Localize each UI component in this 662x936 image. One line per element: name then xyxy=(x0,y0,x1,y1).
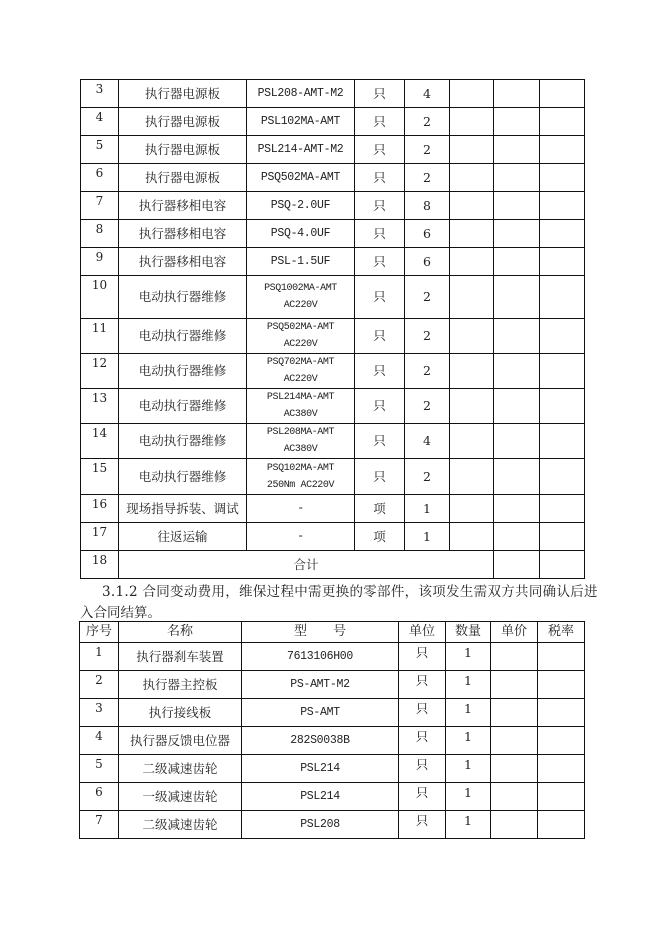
part-quantity: 1 xyxy=(446,671,491,699)
table-row xyxy=(81,495,585,523)
unit-price-cell xyxy=(450,354,494,389)
item-quantity: 1 xyxy=(405,495,450,523)
item-unit: 只 xyxy=(355,424,405,459)
item-model xyxy=(247,319,355,354)
row-number: 9 xyxy=(81,248,119,276)
item-model xyxy=(247,220,355,248)
amount-cell xyxy=(540,319,585,354)
column-header: 数量 xyxy=(446,622,491,643)
part-unit: 只 xyxy=(399,727,446,755)
tax-rate-cell xyxy=(494,108,540,136)
item-quantity: 4 xyxy=(405,80,450,108)
table-row xyxy=(80,643,585,671)
unit-price-cell xyxy=(450,164,494,192)
part-model: PSL208 xyxy=(242,811,399,839)
tax-rate-cell xyxy=(494,424,540,459)
part-quantity: 1 xyxy=(446,699,491,727)
tax-rate-cell xyxy=(494,136,540,164)
unit-price-cell xyxy=(491,727,538,755)
item-unit: 项 xyxy=(355,495,405,523)
row-number: 10 xyxy=(81,276,119,319)
part-unit: 只 xyxy=(399,755,446,783)
item-name: 电动执行器维修 xyxy=(119,319,247,354)
row-number: 16 xyxy=(81,495,119,523)
model-line: PSL208MA-AMT xyxy=(266,427,335,438)
model-line: PSQ-4.0UF xyxy=(270,226,331,240)
amount-cell xyxy=(540,220,585,248)
table-row xyxy=(81,459,585,495)
row-number: 4 xyxy=(81,108,119,136)
table-row xyxy=(80,811,585,839)
model-line: PSQ702MA-AMT xyxy=(266,357,335,368)
item-name: 执行器移相电容 xyxy=(119,220,247,248)
unit-price-cell xyxy=(450,192,494,220)
item-name: 现场指导拆装、调试 xyxy=(119,495,247,523)
tax-rate-cell xyxy=(494,164,540,192)
unit-price-cell xyxy=(450,523,494,551)
contract-change-paragraph-cont: 入合同结算。 xyxy=(80,605,161,621)
model-line: PSL214-AMT-M2 xyxy=(257,142,344,156)
item-name: 执行器移相电容 xyxy=(119,192,247,220)
part-quantity: 1 xyxy=(446,643,491,671)
row-number: 8 xyxy=(81,220,119,248)
item-name: 电动执行器维修 xyxy=(119,354,247,389)
item-unit: 只 xyxy=(355,459,405,495)
item-quantity: 2 xyxy=(405,164,450,192)
item-unit: 只 xyxy=(355,108,405,136)
part-quantity: 1 xyxy=(446,755,491,783)
header-row xyxy=(80,622,585,643)
contract-change-paragraph: 3.1.2 合同变动费用，维保过程中需更换的零部件，该项发生需双方共同确认后进 xyxy=(102,584,598,600)
item-unit: 只 xyxy=(355,389,405,424)
unit-price-cell xyxy=(491,643,538,671)
column-header: 序号 xyxy=(80,622,119,643)
part-unit: 只 xyxy=(399,671,446,699)
part-model: PSL214 xyxy=(242,755,399,783)
total-tax-cell xyxy=(494,551,540,579)
item-name: 执行器电源板 xyxy=(119,164,247,192)
amount-cell xyxy=(540,136,585,164)
table-row xyxy=(81,523,585,551)
tax-rate-cell xyxy=(494,220,540,248)
part-quantity: 1 xyxy=(446,811,491,839)
model-line: AC220V xyxy=(283,374,318,385)
row-number: 7 xyxy=(80,811,119,839)
amount-cell xyxy=(540,192,585,220)
item-model xyxy=(247,248,355,276)
model-line: PSL102MA-AMT xyxy=(260,114,341,128)
item-model xyxy=(247,495,355,523)
item-name: 执行器移相电容 xyxy=(119,248,247,276)
amount-cell xyxy=(540,108,585,136)
part-name: 执行器反馈电位器 xyxy=(119,727,242,755)
model-line: - xyxy=(297,529,304,543)
amount-cell xyxy=(540,495,585,523)
unit-price-cell xyxy=(450,424,494,459)
item-model xyxy=(247,136,355,164)
item-unit: 只 xyxy=(355,136,405,164)
unit-price-cell xyxy=(450,459,494,495)
tax-rate-cell xyxy=(538,755,585,783)
tax-rate-cell xyxy=(494,276,540,319)
tax-rate-cell xyxy=(494,523,540,551)
unit-price-cell xyxy=(491,783,538,811)
item-name: 电动执行器维修 xyxy=(119,424,247,459)
table-row xyxy=(81,424,585,459)
unit-price-cell xyxy=(450,276,494,319)
table-row xyxy=(81,136,585,164)
part-model: PS-AMT xyxy=(242,699,399,727)
amount-cell xyxy=(540,389,585,424)
item-model xyxy=(247,192,355,220)
tax-rate-cell xyxy=(538,727,585,755)
tax-rate-cell xyxy=(538,699,585,727)
item-quantity: 1 xyxy=(405,523,450,551)
item-quantity: 2 xyxy=(405,354,450,389)
item-name: 执行器电源板 xyxy=(119,80,247,108)
row-number: 5 xyxy=(80,755,119,783)
column-header: 单价 xyxy=(491,622,538,643)
row-number: 15 xyxy=(81,459,119,495)
amount-cell xyxy=(540,523,585,551)
tax-rate-cell xyxy=(494,192,540,220)
amount-cell xyxy=(540,164,585,192)
table-row xyxy=(80,699,585,727)
tax-rate-cell xyxy=(494,459,540,495)
part-unit: 只 xyxy=(399,699,446,727)
row-number: 6 xyxy=(80,783,119,811)
amount-cell xyxy=(540,459,585,495)
total-row xyxy=(81,551,585,579)
table-row xyxy=(81,354,585,389)
item-quantity: 6 xyxy=(405,220,450,248)
unit-price-cell xyxy=(450,248,494,276)
column-header: 型 号 xyxy=(242,622,399,643)
item-name: 执行器电源板 xyxy=(119,108,247,136)
model-line: PSQ-2.0UF xyxy=(270,198,331,212)
row-number: 2 xyxy=(80,671,119,699)
table-row xyxy=(80,783,585,811)
amount-cell xyxy=(540,248,585,276)
item-name: 往返运输 xyxy=(119,523,247,551)
model-line: PSL-1.5UF xyxy=(270,254,331,268)
table-row xyxy=(81,192,585,220)
model-line: PSQ502MA-AMT xyxy=(260,170,341,184)
unit-price-cell xyxy=(491,811,538,839)
table-row xyxy=(81,389,585,424)
item-quantity: 2 xyxy=(405,389,450,424)
item-model xyxy=(247,523,355,551)
row-number: 6 xyxy=(81,164,119,192)
item-model xyxy=(247,108,355,136)
tax-rate-cell xyxy=(494,319,540,354)
tax-rate-cell xyxy=(494,248,540,276)
unit-price-cell xyxy=(450,136,494,164)
row-number: 11 xyxy=(81,319,119,354)
table-row xyxy=(81,319,585,354)
model-line: PSQ502MA-AMT xyxy=(266,322,335,333)
table-row xyxy=(81,80,585,108)
part-quantity: 1 xyxy=(446,783,491,811)
amount-cell xyxy=(540,354,585,389)
item-model xyxy=(247,164,355,192)
model-line: AC220V xyxy=(283,339,318,350)
tax-rate-cell xyxy=(538,811,585,839)
part-name: 执行接线板 xyxy=(119,699,242,727)
amount-cell xyxy=(540,424,585,459)
tax-rate-cell xyxy=(538,671,585,699)
model-line: PSL208-AMT-M2 xyxy=(257,86,344,100)
item-unit: 项 xyxy=(355,523,405,551)
model-line: AC380V xyxy=(283,409,318,420)
amount-cell xyxy=(540,80,585,108)
item-quantity: 4 xyxy=(405,424,450,459)
item-quantity: 2 xyxy=(405,459,450,495)
item-unit: 只 xyxy=(355,248,405,276)
row-number: 5 xyxy=(81,136,119,164)
model-line: 250Nm AC220V xyxy=(266,479,335,491)
model-line: PSQ1002MA-AMT xyxy=(264,283,337,294)
part-name: 执行器主控板 xyxy=(119,671,242,699)
item-quantity: 2 xyxy=(405,319,450,354)
part-name: 二级减速齿轮 xyxy=(119,811,242,839)
item-name: 电动执行器维修 xyxy=(119,276,247,319)
part-unit: 只 xyxy=(399,643,446,671)
item-model xyxy=(247,276,355,319)
item-name: 电动执行器维修 xyxy=(119,459,247,495)
tax-rate-cell xyxy=(494,80,540,108)
item-model xyxy=(247,354,355,389)
tax-rate-cell xyxy=(494,354,540,389)
part-quantity: 1 xyxy=(446,727,491,755)
total-label: 合计 xyxy=(119,551,494,579)
row-number: 13 xyxy=(81,389,119,424)
total-amount-cell xyxy=(540,551,585,579)
item-quantity: 2 xyxy=(405,136,450,164)
row-number: 18 xyxy=(81,551,119,579)
item-unit: 只 xyxy=(355,354,405,389)
unit-price-cell xyxy=(450,220,494,248)
part-model: PS-AMT-M2 xyxy=(242,671,399,699)
model-line: PSL214MA-AMT xyxy=(266,392,335,403)
part-model: 7613106H00 xyxy=(242,643,399,671)
item-model xyxy=(247,459,355,495)
unit-price-cell xyxy=(450,108,494,136)
item-unit: 只 xyxy=(355,220,405,248)
table-row xyxy=(81,220,585,248)
column-header: 税率 xyxy=(538,622,585,643)
item-name: 电动执行器维修 xyxy=(119,389,247,424)
part-name: 一级减速齿轮 xyxy=(119,783,242,811)
part-name: 二级减速齿轮 xyxy=(119,755,242,783)
part-model: PSL214 xyxy=(242,783,399,811)
table-row xyxy=(80,755,585,783)
tax-rate-cell xyxy=(538,643,585,671)
item-unit: 只 xyxy=(355,80,405,108)
row-number: 4 xyxy=(80,727,119,755)
unit-price-cell xyxy=(491,671,538,699)
unit-price-cell xyxy=(491,699,538,727)
row-number: 17 xyxy=(81,523,119,551)
item-quantity: 6 xyxy=(405,248,450,276)
unit-price-cell xyxy=(450,319,494,354)
table-row xyxy=(81,108,585,136)
row-number: 3 xyxy=(81,80,119,108)
table-row xyxy=(81,276,585,319)
item-quantity: 2 xyxy=(405,276,450,319)
model-line: AC380V xyxy=(283,444,318,455)
item-unit: 只 xyxy=(355,192,405,220)
unit-price-cell xyxy=(491,755,538,783)
row-number: 1 xyxy=(80,643,119,671)
item-unit: 只 xyxy=(355,276,405,319)
part-name: 执行器刹车装置 xyxy=(119,643,242,671)
part-model: 282S0038B xyxy=(242,727,399,755)
row-number: 14 xyxy=(81,424,119,459)
part-unit: 只 xyxy=(399,783,446,811)
amount-cell xyxy=(540,276,585,319)
repair-items-table xyxy=(80,79,585,579)
item-unit: 只 xyxy=(355,164,405,192)
tax-rate-cell xyxy=(538,783,585,811)
unit-price-cell xyxy=(450,80,494,108)
row-number: 7 xyxy=(81,192,119,220)
tax-rate-cell xyxy=(494,495,540,523)
table-row xyxy=(81,248,585,276)
item-quantity: 8 xyxy=(405,192,450,220)
model-line: - xyxy=(297,501,304,515)
row-number: 3 xyxy=(80,699,119,727)
item-quantity: 2 xyxy=(405,108,450,136)
item-model xyxy=(247,80,355,108)
column-header: 单位 xyxy=(399,622,446,643)
table-row xyxy=(80,671,585,699)
model-line: PSQ102MA-AMT xyxy=(266,462,335,474)
row-number: 12 xyxy=(81,354,119,389)
unit-price-cell xyxy=(450,495,494,523)
tax-rate-cell xyxy=(494,389,540,424)
table-row xyxy=(80,727,585,755)
column-header: 名称 xyxy=(119,622,242,643)
unit-price-cell xyxy=(450,389,494,424)
item-unit: 只 xyxy=(355,319,405,354)
item-name: 执行器电源板 xyxy=(119,136,247,164)
table-row xyxy=(81,164,585,192)
replacement-parts-table xyxy=(79,621,585,839)
model-line: AC220V xyxy=(283,300,318,311)
item-model xyxy=(247,424,355,459)
part-unit: 只 xyxy=(399,811,446,839)
item-model xyxy=(247,389,355,424)
